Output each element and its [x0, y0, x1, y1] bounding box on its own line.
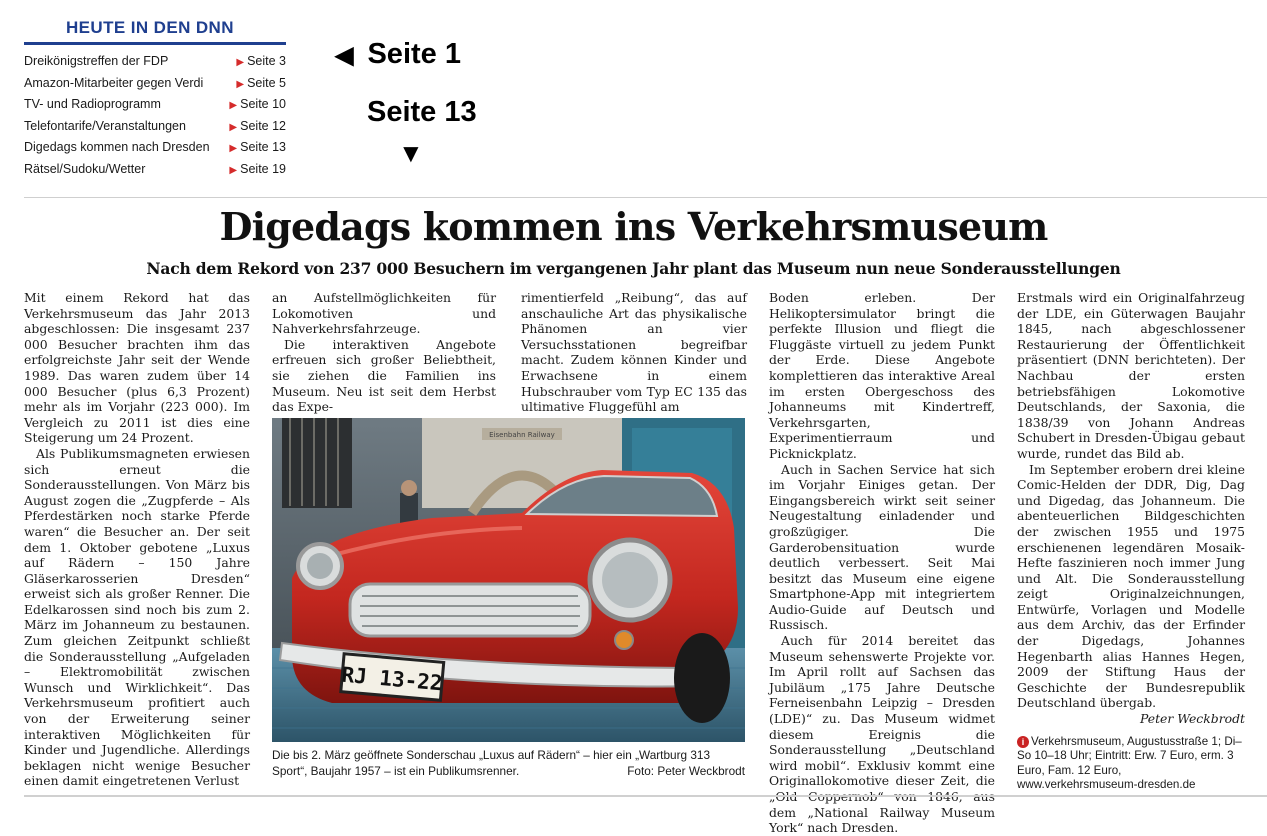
- teaser-item-label: Rätsel/Sudoku/Wetter: [24, 161, 146, 176]
- teaser-item[interactable]: [24, 159, 286, 181]
- arrow-down-icon: ▼: [398, 138, 424, 168]
- paragraph: Erstmals wird ein Originalfahrzeug der LDE, ein Güterwagen Baujahr 1845, nach abgeschlossener Restaurierung der Öffentlichkeit präsentiert (DNN berichteten). Der Nachbau der ersten betriebsfähigen Lokomotive Deutschlands, der Saxonia, die 1838/39 von Johann Andreas Schubert in Dresden-Übigau gebaut wurde, rundet das Bild ab.: [1017, 290, 1245, 461]
- teaser-item-page: ▶ Seite 12: [229, 118, 286, 133]
- article-column-4: [769, 290, 995, 836]
- section-divider: [24, 197, 1267, 198]
- photo-credit: Foto: Peter Weckbrodt: [627, 763, 745, 778]
- triangle-right-icon: ▶: [229, 164, 238, 176]
- page-bottom-rule: [24, 795, 1267, 797]
- teaser-item-label: Amazon-Mitarbeiter gegen Verdi: [24, 75, 204, 90]
- photo-caption: [272, 748, 745, 779]
- paragraph: Auch für 2014 bereitet das Museum sehenswerte Projekte vor. Im April rollt auf Sachsen das Jubiläum „175 Jahre Deutsche Ferneisenbahn Leipzig – Dresden (LDE)“ zu. Das Museum widmet diesem Ereignis die Sonderausstellung „Deutschland wird mobil“. Exklusiv kommt eine Originallokomotive dieser Zeit, die dem „National Railway Museum York“ nach Dresden.: [769, 633, 995, 836]
- teaser-item-label: Digedags kommen nach Dresden: [24, 140, 210, 154]
- triangle-right-icon: ▶: [236, 78, 245, 90]
- article-column-1: [24, 290, 250, 789]
- triangle-right-icon: ▶: [236, 57, 245, 68]
- page1-annotation: ◀ Seite 1: [335, 38, 461, 70]
- teaser-item[interactable]: [24, 116, 286, 138]
- info-icon: i: [1017, 736, 1029, 748]
- paragraph: rimentierfeld „Reibung“, das auf anschauliche Art das physikalische Phänomen an vier Versuchsstationen begreifbar macht. Zudem können Kinder und Erwachsene in einem Hubschrauber vom Typ EC 135 das ultimative Fluggefühl am: [521, 290, 747, 415]
- museum-info: [1017, 735, 1245, 793]
- teaser-item-page: ▶ Seite 13: [229, 140, 286, 154]
- teaser-title: HEUTE IN DEN DNN: [66, 18, 234, 37]
- wartburg-car-photo: [272, 418, 745, 742]
- paragraph: Im September erobern drei kleine Comic-Helden der DDR, Dig, Dag und Digedag, das Johanneum. Die abenteuerlichen Bildgeschichten der zwischen 1955 und 1975 erschienenen legendären Mosaik-Hefte faszinieren noch immer Jung und Alt. Die Sonderausstellung zeigt Originalzeichnungen, Entwürfe, Vorlagen und Modelle aus dem Archiv, das der Erfinder der Digedags, Johannes Hegenbarth alias Hannes Hegen, 2009 der Stiftung Haus der Geschichte der Bundesrepublik Deutschland übergab.: [1017, 461, 1245, 711]
- article-photo: [272, 418, 745, 742]
- paragraph: an Aufstellmöglichkeiten für Lokomotiven und Nahverkehrsfahrzeuge.: [272, 290, 496, 337]
- teaser-item-page: ▶ Seite 3: [236, 54, 286, 68]
- teaser-box: [24, 14, 286, 180]
- teaser-item-page: ▶ Seite 10: [229, 97, 286, 111]
- article-column-5: [1017, 290, 1245, 793]
- teaser-item[interactable]: [24, 137, 286, 159]
- paragraph: Die interaktiven Angebote erfreuen sich großer Beliebtheit, sie ziehen die Familien ins Museum. Neu ist seit dem Herbst das Expe-: [272, 336, 496, 415]
- arrow-left-icon: ◀: [335, 42, 354, 69]
- info-hours: Di–So 10–18 Uhr; Eintritt: Erw. 7 Euro, erm. 3 Euro, Fam. 12 Euro, www.verkehrsmuseum-dresden.de: [1017, 734, 1242, 792]
- page13-annotation: Seite 13: [367, 96, 477, 128]
- article-column-2: [272, 290, 496, 415]
- triangle-right-icon: ▶: [229, 143, 238, 154]
- paragraph: Als Publikumsmagneten erwiesen sich erneut die Sonderausstellungen. Von März bis August zogen die „Zugpferde – Als Pferdestärken noch starke Pferde waren“ die Besucher an. Der seit dem 1. Oktober gebotene „Luxus auf Rädern – 150 Jahre Gläserkarosserien Dresden“ erweist sich als großer Renner. Die Edelkarossen sind noch bis zum 2. März im Johanneum zu bestaunen. Zum gleichen Zeitpunkt schließt die Sonderausstellung „Aufgeladen – Elektromobilität zwischen Wunsch und Wirklichkeit“. Das Verkehrsmuseum profitiert auch von der Erweiterung seiner interaktiven Möglichkeiten für Kinder und Jugendliche. Allerdings beklagen nicht wenige Besucher einen damit eingetretenen Verlust: [24, 445, 250, 789]
- paragraph: Auch in Sachen Service hat sich im Vorjahr Einiges getan. Der Eingangsbereich wirkt seit seiner Neugestaltung einladender und großzügiger. Die Garderobensituation wurde deutlich verbessert. Seit Mai besitzt das Museum eine eigene Smartphone-App mit integriertem Audio-Guide auf Deutsch und Russisch.: [769, 461, 995, 633]
- teaser-item-page: ▶ Seite 5: [236, 75, 286, 90]
- triangle-right-icon: ▶: [229, 121, 238, 133]
- teaser-divider: [24, 42, 286, 45]
- article-headline: Digedags kommen ins Verkehrsmuseum: [219, 204, 1048, 249]
- article-subhead: Nach dem Rekord von 237 000 Besuchern im vergangenen Jahr plant das Museum nun neue Sonderausstellungen: [146, 259, 1121, 278]
- license-plate: RJ 13-22: [340, 662, 444, 696]
- triangle-right-icon: ▶: [229, 100, 238, 111]
- teaser-item[interactable]: [24, 94, 286, 116]
- info-address: Verkehrsmuseum, Augustusstraße 1;: [1031, 734, 1222, 748]
- teaser-item-page: ▶ Seite 19: [229, 161, 286, 176]
- teaser-item[interactable]: [24, 51, 286, 73]
- teaser-item-label: Dreikönigstreffen der FDP: [24, 54, 169, 68]
- caption-text: Die bis 2. März geöffnete Sonderschau „Luxus auf Rädern“ – hier ein „Wartburg 313 Sport“, Baujahr 1957 – ist ein Publikumsrenner.: [272, 748, 711, 778]
- paragraph: Mit einem Rekord hat das Verkehrsmuseum das Jahr 2013 abgeschlossen: Die insgesamt 237 000 Besucher brachten ihm das erfolgreichste Jahr seit der Wende 1989. Das waren zudem über 14 000 Besucher (plus 6,3 Prozent) mehr als im Vorjahr (223 000). Im Vergleich zu 2011 ist dies eine Steigerung um 24 Prozent.: [24, 290, 250, 446]
- author-byline: Peter Weckbrodt: [1139, 711, 1245, 727]
- teaser-item-label: Telefontarife/Veranstaltungen: [24, 118, 186, 133]
- paragraph: Boden erleben. Der Helikoptersimulator bringt die perfekte Illusion und fliegt die Fluggäste virtuell zu jedem Punkt der Erde. Diese Angebote komplettieren das interaktive Areal im ersten Obergeschoss des Johanneums mit Kindertreff, Verkehrsgarten, Experimentierraum und Picknickplatz.: [769, 290, 995, 461]
- article-column-3: [521, 290, 747, 415]
- museum-sign: Eisenbahn Railway: [489, 431, 555, 439]
- teaser-item[interactable]: [24, 73, 286, 95]
- teaser-item-label: TV- und Radioprogramm: [24, 97, 161, 111]
